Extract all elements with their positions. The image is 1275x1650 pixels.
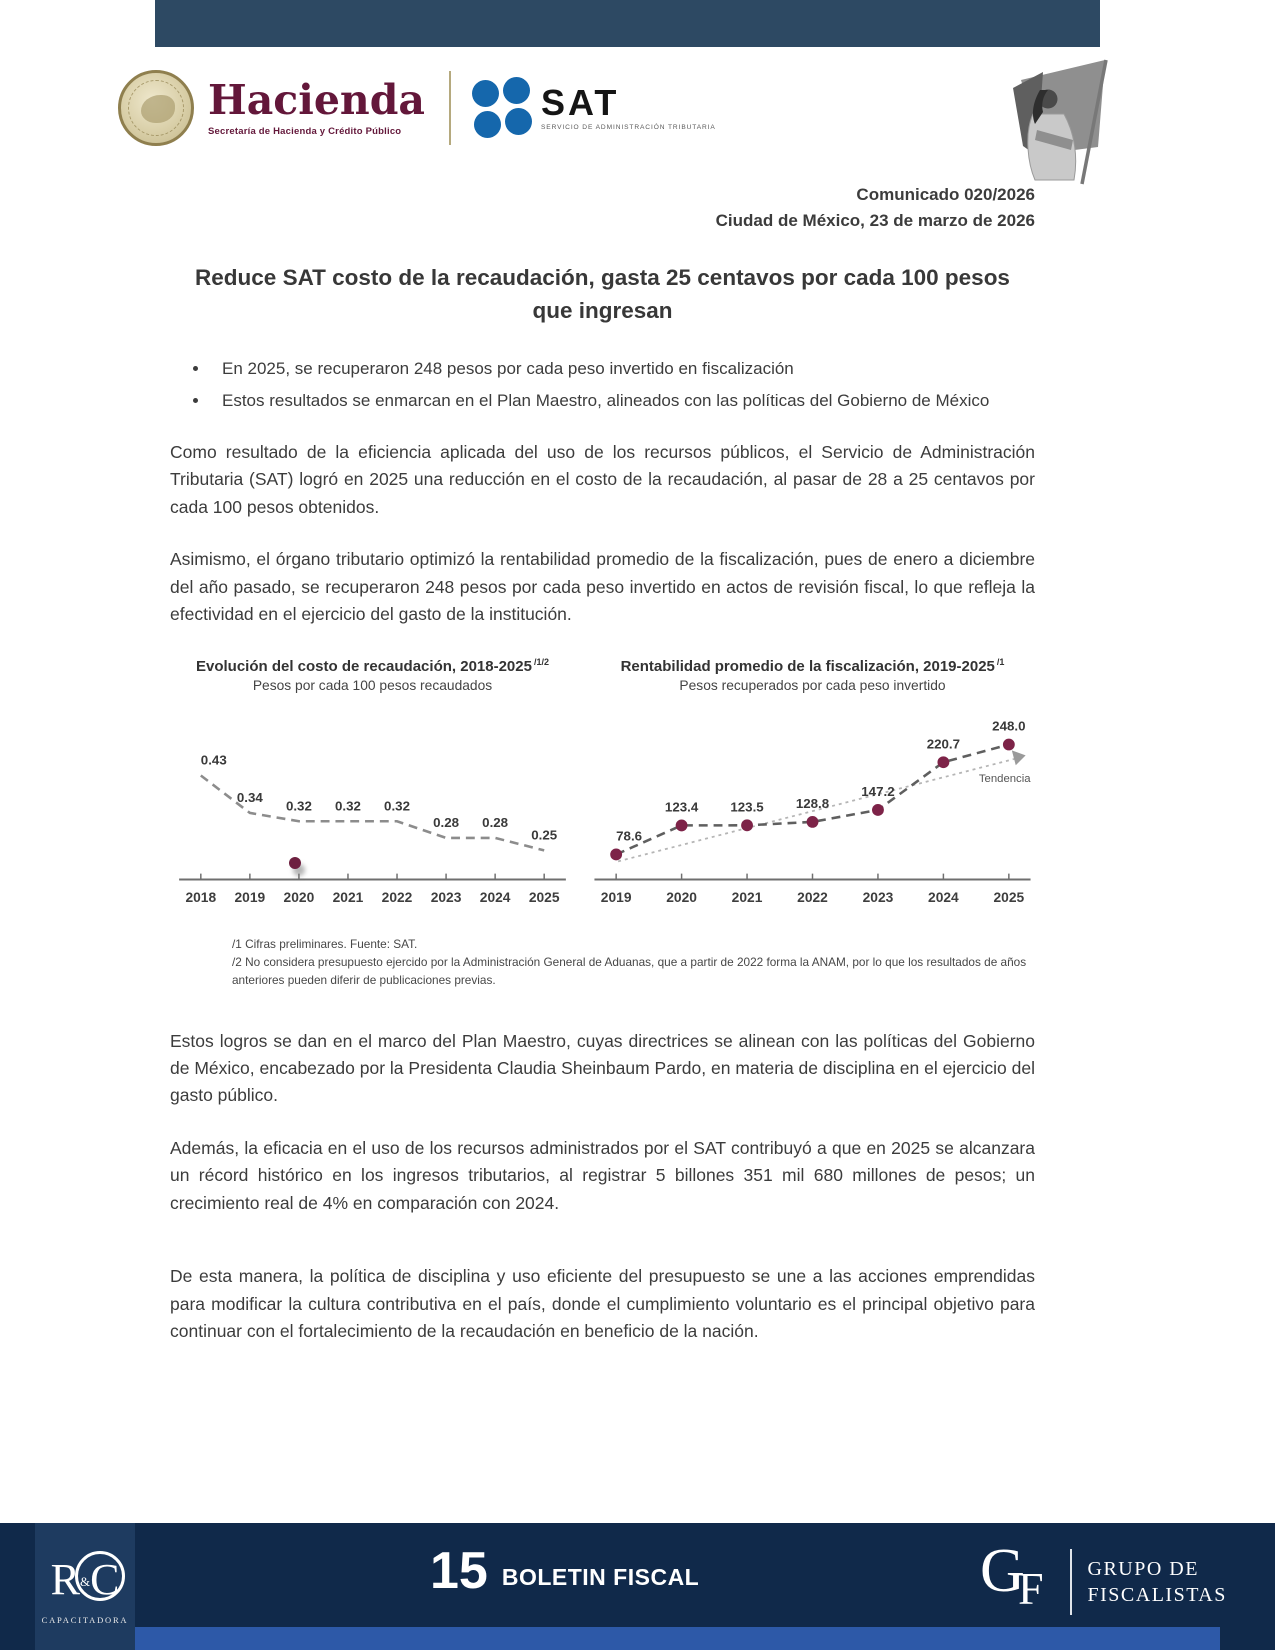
svg-text:0.32: 0.32 bbox=[285, 798, 312, 814]
bulletin-label-group bbox=[430, 1542, 700, 1600]
grupo-fiscalistas-logo bbox=[980, 1537, 1227, 1624]
hacienda-logo bbox=[208, 75, 425, 137]
body-paragraph: Como resultado de la eficiencia aplicada del uso de los recursos públicos, el Servicio de Administración Tributaria (SAT) logró en 2025 una reducción en el costo de la recaudación, al pasar de 28 a 25 centavos por cada 100 pesos obtenidos. bbox=[170, 441, 1035, 517]
top-bar bbox=[155, 0, 1100, 47]
footnote: /1 Cifras preliminares. Fuente: SAT. bbox=[232, 936, 418, 951]
footnote: /2 No considera presupuesto ejercido por la Administración General de Aduanas, que a partir de 2022 forma la ANAM, por lo que los resultados de años anteriores pueden diferir de publicaciones previas. bbox=[232, 954, 1027, 988]
page-title: Reduce SAT costo de la recaudación, gasta 25 centavos por cada 100 pesos que ingresan bbox=[195, 264, 1010, 324]
svg-text:0.34: 0.34 bbox=[236, 789, 263, 805]
svg-text:123.5: 123.5 bbox=[730, 799, 764, 815]
body-paragraph: Asimismo, el órgano tributario optimizó la rentabilidad promedio de la fiscalización, pues de enero a diciembre del año pasado, se recuperaron 248 pesos por cada peso invertido en actos de revisión fiscal, lo que refleja la efectividad en el ejercicio del gasto de la institución. bbox=[170, 549, 1035, 625]
svg-text:2018: 2018 bbox=[185, 888, 217, 905]
bullet-item: • Estos resultados se enmarcan en el Plan Maestro, alineados con las políticas del Gobierno de México bbox=[210, 388, 1035, 414]
svg-text:2025: 2025 bbox=[993, 888, 1025, 905]
rc-subtitle: CAPACITADORA bbox=[41, 1614, 129, 1625]
gf-name: GRUPO DE FISCALISTAS bbox=[1087, 1558, 1227, 1606]
document-body bbox=[170, 182, 1035, 1346]
footnote-ref: /1 bbox=[996, 656, 1005, 667]
svg-text:2023: 2023 bbox=[430, 888, 462, 905]
svg-text:0.43: 0.43 bbox=[200, 752, 227, 768]
comunicado-number: Comunicado 020/2026 bbox=[856, 185, 1035, 204]
svg-text:2024: 2024 bbox=[928, 888, 959, 905]
hacienda-seal-icon bbox=[118, 70, 194, 146]
footer-accent-strip bbox=[55, 1627, 1220, 1650]
chart-subtitle: Pesos recuperados por cada peso invertido bbox=[679, 677, 946, 693]
charts-row bbox=[170, 657, 1035, 919]
svg-text:147.2: 147.2 bbox=[861, 783, 895, 799]
bulletin-label: BOLETIN FISCAL bbox=[501, 1563, 700, 1590]
gf-divider bbox=[1070, 1549, 1072, 1615]
gf-monogram: G F bbox=[980, 1537, 1044, 1614]
sat-wordmark: SAT bbox=[540, 82, 620, 123]
svg-text:2020: 2020 bbox=[666, 888, 697, 905]
body-paragraph: Estos logros se dan en el marco del Plan Maestro, cuyas directrices se alinean con las políticas del Gobierno de México, encabezado por la Presidenta Claudia Sheinbaum Pardo, en materia de disciplina en el ejercicio del gasto público. bbox=[170, 1030, 1035, 1106]
body-paragraph: Además, la eficacia en el uso de los recursos administrados por el SAT contribuyó a que en 2025 se alcanzara un récord histórico en los ingresos tributarios, al registrar 5 billones 351 mil 680 millones de pesos; un crecimiento real de 4% en comparación con 2024. bbox=[170, 1137, 1035, 1213]
svg-text:Tendencia: Tendencia bbox=[978, 772, 1031, 785]
chart-title: Rentabilidad promedio de la fiscalización, 2019-2025 $^{/1}$ bbox=[620, 656, 1005, 675]
svg-text:2024: 2024 bbox=[479, 888, 511, 905]
ink-smudge-mark bbox=[289, 857, 301, 869]
rc-capacitadora-logo bbox=[35, 1523, 135, 1650]
footnotes bbox=[232, 935, 1032, 990]
svg-text:123.4: 123.4 bbox=[664, 799, 699, 815]
svg-text:0.25: 0.25 bbox=[531, 827, 558, 843]
sat-subtitle: SERVICIO DE ADMINISTRACIÓN TRIBUTARIA bbox=[540, 124, 716, 131]
svg-text:128.8: 128.8 bbox=[795, 795, 830, 811]
bullet-item: • En 2025, se recuperaron 248 pesos por cada peso invertido en fiscalización bbox=[210, 356, 1035, 382]
svg-text:0.28: 0.28 bbox=[482, 814, 509, 830]
svg-text:2020: 2020 bbox=[283, 888, 315, 905]
sat-logo bbox=[471, 75, 716, 141]
sat-circles-icon bbox=[471, 75, 533, 141]
bullet-list bbox=[192, 356, 1035, 414]
svg-text:0.32: 0.32 bbox=[384, 798, 410, 814]
line-chart-canvas bbox=[175, 697, 570, 919]
svg-text:2025: 2025 bbox=[528, 888, 560, 905]
svg-text:2019: 2019 bbox=[600, 888, 632, 905]
svg-text:2023: 2023 bbox=[862, 888, 894, 905]
hacienda-subtitle: Secretaría de Hacienda y Crédito Público bbox=[208, 125, 402, 137]
hacienda-wordmark: Hacienda bbox=[208, 75, 425, 124]
chart-cost-evolution bbox=[175, 657, 570, 919]
svg-text:78.6: 78.6 bbox=[616, 828, 643, 844]
svg-text:220.7: 220.7 bbox=[926, 736, 961, 752]
svg-text:0.28: 0.28 bbox=[433, 814, 460, 830]
dateline: Ciudad de México, 23 de marzo de 2026 bbox=[715, 211, 1035, 231]
comunicado-block bbox=[170, 182, 1035, 235]
svg-text:2022: 2022 bbox=[381, 888, 413, 905]
svg-text:2021: 2021 bbox=[332, 888, 364, 905]
flag-bearer-image bbox=[985, 52, 1135, 190]
svg-text:2021: 2021 bbox=[731, 888, 763, 905]
rc-monogram: R&C bbox=[43, 1549, 127, 1611]
svg-text:2022: 2022 bbox=[797, 888, 828, 905]
page-number: 15 bbox=[430, 1542, 488, 1600]
header-divider bbox=[449, 71, 451, 145]
svg-text:2019: 2019 bbox=[234, 888, 266, 905]
chart-subtitle: Pesos por cada 100 pesos recaudados bbox=[252, 677, 493, 693]
footnote-ref: /1/2 bbox=[533, 656, 549, 667]
line-chart-canvas bbox=[590, 697, 1035, 919]
chart-rentabilidad bbox=[590, 657, 1035, 919]
chart-title: Evolución del costo de recaudación, 2018-2025 $^{/1/2}$ bbox=[196, 656, 549, 675]
body-paragraph: De esta manera, la política de disciplina y uso eficiente del presupuesto se une a las acciones emprendidas para modificar la cultura contributiva en el país, donde el cumplimiento voluntario es el principal objetivo para continuar con el fortalecimiento de la recaudación en beneficio de la nación. bbox=[170, 1266, 1035, 1342]
svg-text:248.0: 248.0 bbox=[992, 718, 1026, 734]
svg-text:0.32: 0.32 bbox=[335, 798, 361, 814]
header bbox=[118, 70, 716, 146]
